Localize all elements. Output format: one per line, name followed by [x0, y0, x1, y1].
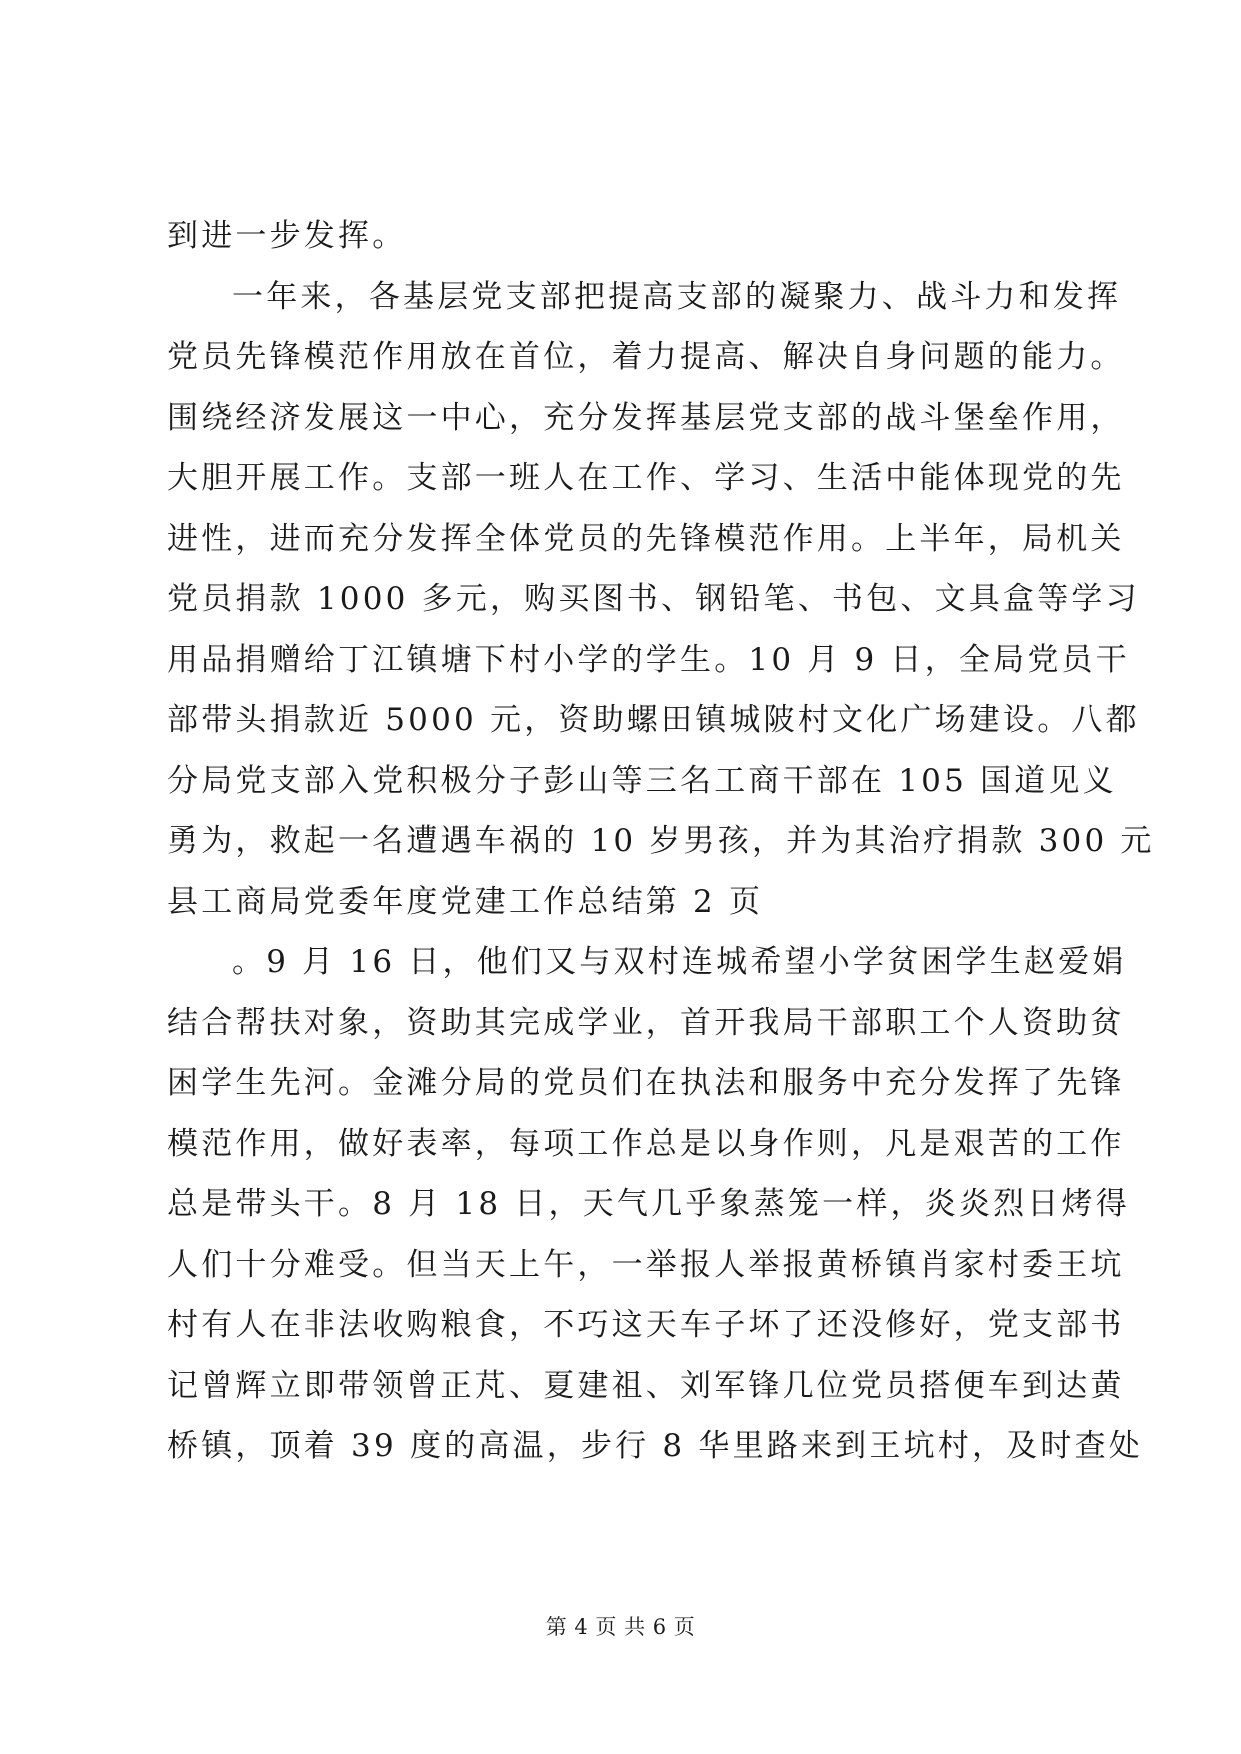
text-line: 人们十分难受。但当天上午，一举报人举报黄桥镇肖家村委王坑: [167, 1246, 1125, 1283]
text-line: 桥镇，顶着 39 度的高温，步行 8 华里路来到王坑村，及时查处: [167, 1428, 1143, 1464]
text-line: 党员捐款 1000 多元，购买图书、钢铅笔、书包、文具盒等学习: [167, 581, 1140, 617]
text-line: 党员先锋模范作用放在首位，着力提高、解决自身问题的能力。: [167, 339, 1125, 375]
text-line: 勇为，救起一名遭遇车祸的 10 岁男孩，并为其治疗捐款 300 元: [167, 823, 1155, 859]
text-line: 县工商局党委年度党建工作总结第 2 页: [167, 883, 764, 920]
text-line: 。9 月 16 日，他们又与双村连城希望小学贫困学生赵爱娟: [232, 944, 1127, 980]
text-line: 大胆开展工作。支部一班人在工作、学习、生活中能体现党的先: [167, 460, 1125, 496]
text-line: 村有人在非法收购粮食，不巧这天车子坏了还没修好，党支部书: [167, 1307, 1125, 1343]
text-line: 记曾辉立即带领曾正芃、夏建祖、刘军锋几位党员搭便车到达黄: [167, 1367, 1125, 1404]
text-line: 总是带头干。8 月 18 日，天气几乎象蒸笼一样，炎炎烈日烤得: [167, 1186, 1130, 1222]
text-line: 用品捐赠给丁江镇塘下村小学的学生。10 月 9 日，全局党员干: [167, 641, 1130, 678]
text-line: 进性，进而充分发挥全体党员的先锋模范作用。上半年，局机关: [167, 520, 1125, 557]
text-line: 一年来，各基层党支部把提高支部的凝聚力、战斗力和发挥: [232, 278, 1122, 315]
text-line: 部带头捐款近 5000 元，资助螺田镇城陂村文化广场建设。八都: [167, 702, 1140, 738]
text-line: 分局党支部入党积极分子彭山等三名工商干部在 105 国道见义: [167, 762, 1117, 799]
page-footer: 第 4 页 共 6 页: [545, 1615, 696, 1639]
text-line: 围绕经济发展这一中心，充分发挥基层党支部的战斗堡垒作用，: [167, 399, 1125, 436]
text-line: 结合帮扶对象，资助其完成学业，首开我局干部职工个人资助贫: [167, 1004, 1125, 1041]
text-line: 到进一步发挥。: [167, 218, 407, 254]
text-line: 困学生先河。金滩分局的党员们在执法和服务中充分发挥了先锋: [167, 1065, 1125, 1101]
text-line: 模范作用，做好表率，每项工作总是以身作则，凡是艰苦的工作: [167, 1125, 1125, 1162]
body-text: [167, 206, 1155, 1477]
